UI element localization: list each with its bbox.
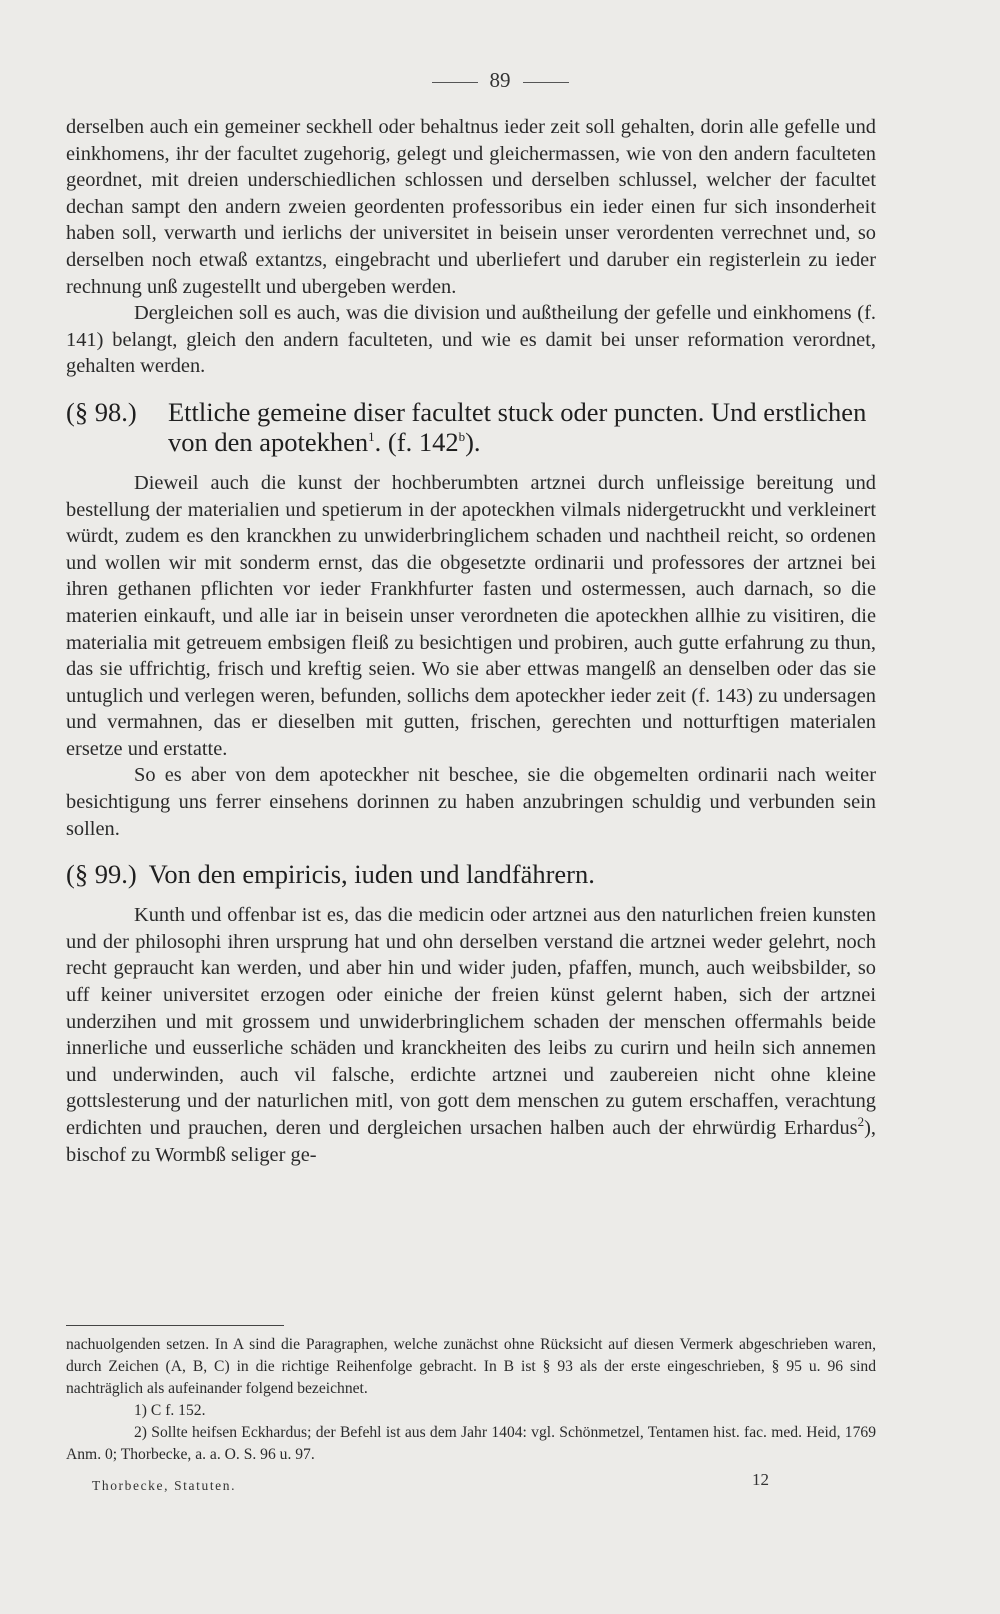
paragraph-5 xyxy=(66,902,876,1168)
section-title-98-part-a: Ettliche gemeine diser facultet stuck oder puncten. Und erstlichen von den apotekhen xyxy=(168,396,867,457)
header-dash-left xyxy=(432,82,478,83)
section-title-98-part-c: ). xyxy=(465,426,481,457)
paragraph-1: derselben auch ein gemeiner seckhell oder behaltnus ieder zeit soll gehalten, dorin alle gefelle und einkhomens, ihr der facultet zugehorig, gelegt und gleichermassen, wie von den andern faculteten geordnet, mit dreien underschiedlichen schlossen und derselben schlussel, welcher der facultet dechan sampt den andern zweien geordenten professoribus ein ieder einen fur sich insonderheit haben soll, verwarth und ierlichs der universitet in beisein unser verordenten verrechnet und, so derselben noch etwaß extantzs, eingebracht und uberliefert und daruber ein registerlein zu ieder rechnung unß zugestellt und ubergeben werden. xyxy=(66,116,876,298)
footnote-rule xyxy=(66,1325,284,1326)
footnote-ref-1: 1 xyxy=(368,429,375,445)
footnote-1: 1) C f. 152. xyxy=(134,1402,206,1419)
page-number: 89 xyxy=(489,68,511,92)
paragraph-5-part-b: ), bischof zu Wormbß seliger ge- xyxy=(66,1117,876,1166)
signature-mark: 12 xyxy=(752,1470,769,1489)
footnotes xyxy=(66,1334,876,1466)
section-number-98: (§ 98.) xyxy=(66,396,137,427)
folio-side-mark: b xyxy=(458,429,466,445)
section-title-98-part-b: . (f. 142 xyxy=(374,426,459,457)
page-header xyxy=(0,68,1000,93)
section-heading-98 xyxy=(66,397,876,457)
paragraph-4: So es aber von dem apoteckher nit beschee, sie die obgemelten ordinarii nach weiter besichtigung uns ferrer einsehens dorinnen zu haben anzubringen schuldig und verbunden sein sollen. xyxy=(66,764,876,840)
paragraph-5-part-a: Kunth und offenbar ist es, das die medicin oder artznei aus den naturlichen freien kunsten und der philosophi ihren ursprung hat und ohn derselben verstand die artznei weder gelehrt, noch recht gepraucht kan werden, und aber hin und wider juden, pfaffen, munch, auch weibsbilder, so uff keiner universitet erzogen oder einiche der freien künst gelernt haben, sich der artznei underzihen und mit grossem und unwiderbringlichem schaden der menschen offermahls beide innerliche und eusserliche schäden und kranckheiten des leibs zu curirn und heiln sich annemen und underwinden, auch vil falsche, erdichte artznei und zaubereien nicht ohne kleine gottslesterung und der naturlichen mitl, von gott dem menschen zu gutem erschaffen, verachtung erdichten und prauchen, deren und dergleichen ursachen halben auch der ehrwürdig Erhardus xyxy=(66,904,876,1139)
main-text xyxy=(66,114,876,1168)
footnote-continuation: nachuolgenden setzen. In A sind die Paragraphen, welche zunächst ohne Rücksicht auf diesen Vermerk abgeschrieben waren, durch Zeichen (A, B, C) in die richtige Reihenfolge gebracht. In B ist § 93 als der erste eingeschrieben, § 95 u. 96 sind nachträglich als aufeinander folgend bezeichnet. xyxy=(66,1336,876,1397)
paragraph-3: Dieweil auch die kunst der hochberumbten artznei durch unfleissige bereitung und bestellung der materialien und spetierum in der apoteckhen vilmals nidergetruckht und verkleinert würdt, zudem es den kranckhen zu unwiderbringlichem schaden und nachtheil reicht, so ordenen und wollen wir mit sonderm ernst, das die obgesetzte ordinarii und professores der artznei bei ihren gethanen pflichten vor ieder Frankhfurter fasten und ostermessen, auch darnach, so die materien einkauft, und alle iar in beisein unser verordneten die apoteckhen allhie zu visitiren, die materialia mit getreuem embsigen fleiß zu besichtigen und probiren, auch gutte erfahrung zu thun, das sie uffrichtig, frisch und kreftig seien. Wo sie aber ettwas mangelß an denselben oder das sie untuglich und verlegen weren, befunden, sollichs dem apoteckher ieder zeit (f. 143) zu undersagen und vermahnen, das er dieselben mit gutten, frischen, gerechten und notturftigen materialen ersetze und erstatte. xyxy=(66,471,876,760)
footer-title: Thorbecke, Statuten. xyxy=(92,1478,237,1493)
section-number-99: (§ 99.) xyxy=(66,859,137,890)
footnote-2: 2) Sollte heifsen Eckhardus; der Befehl ist aus dem Jahr 1404: vgl. Schönmetzel, Tentamen hist. fac. med. Heid, 1769 Anm. 0; Thorbecke, a. a. O. S. 96 u. 97. xyxy=(66,1424,876,1463)
footnote-ref-2: 2 xyxy=(857,1114,865,1130)
section-title-98 xyxy=(168,397,876,457)
paragraph-2: Dergleichen soll es auch, was die division und außtheilung der gefelle und einkhomens (f. 141) belangt, gleich den andern faculteten, und wie es damit bei unser reformation verordnet, gehalten werden. xyxy=(66,302,876,378)
section-title-99: Von den empiricis, iuden und landfährern. xyxy=(148,859,595,890)
header-dash-right xyxy=(523,82,569,83)
section-heading-99 xyxy=(66,859,876,889)
